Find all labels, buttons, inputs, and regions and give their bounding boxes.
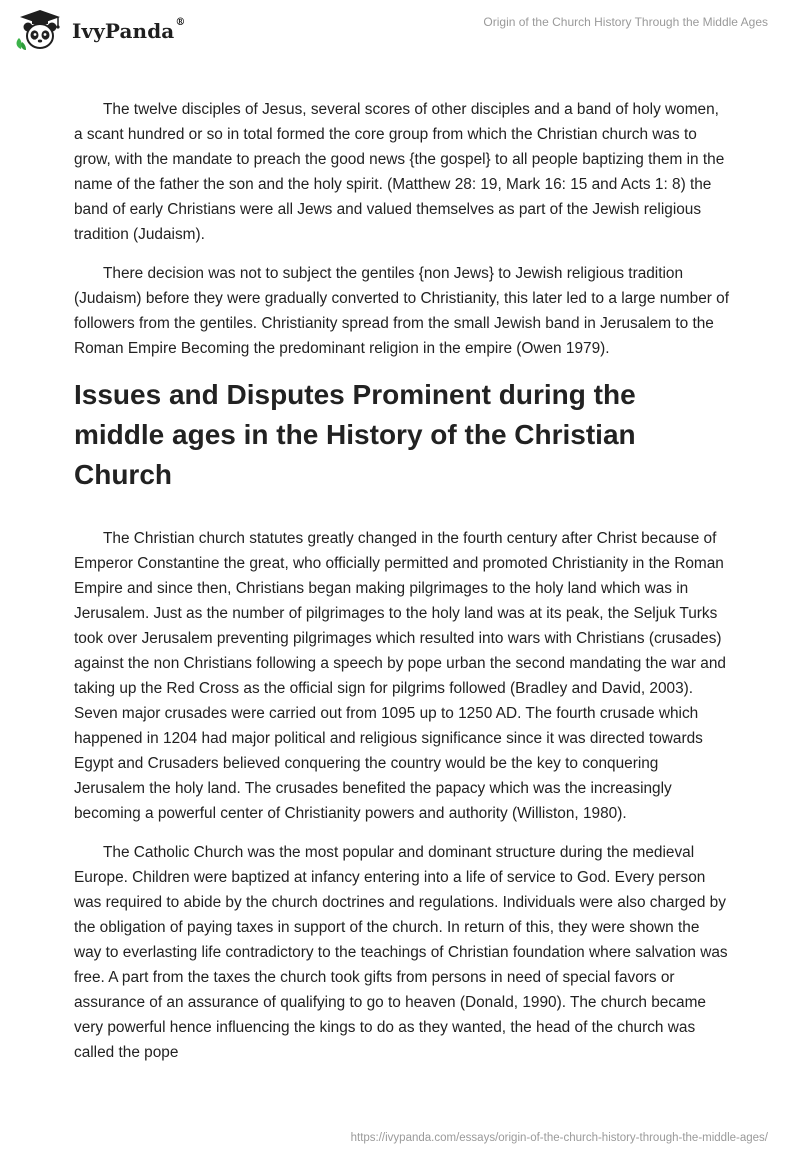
- article-body: [74, 97, 729, 1079]
- section-heading: Issues and Disputes Prominent during the middle ages in the History of the Christian Church: [74, 379, 636, 490]
- paragraph: The Catholic Church was the most popular and dominant structure during the medieval Europe. Children were baptized at infancy entering into a life of service to God. Every person was required to abide by the church doctrines and regulations. Individuals were also charged by the obligation of paying taxes in support of the church. In return of this, they were shown the way to everlasting life contradictory to the teachings of Christian foundation where salvation was free. A part from the taxes the church took gifts from persons in need of special favors or assurance of an assurance of qualifying to go to heaven (Donald, 1990). The church became very powerful hence influencing the kings to do as they wanted, the head of the church was called the pope: [74, 844, 728, 1061]
- registered-mark: ®: [175, 17, 186, 28]
- brand-name: IvyPanda®: [72, 17, 186, 43]
- page-header: [0, 0, 800, 56]
- ivypanda-logo[interactable]: [14, 8, 185, 52]
- source-url[interactable]: https://ivypanda.com/essays/origin-of-the-church-history-through-the-middle-ages/: [350, 1132, 768, 1144]
- document-title: Origin of the Church History Through the Middle Ages: [483, 15, 768, 29]
- paragraph: There decision was not to subject the gentiles {non Jews} to Jewish religious tradition (Judaism) before they were gradually converted to Christianity, this later led to a large number of followers from the gentiles. Christianity spread from the small Jewish band in Jerusalem to the Roman Empire Becoming the predominant religion in the empire (Owen 1979).: [74, 265, 729, 357]
- paragraph: The twelve disciples of Jesus, several scores of other disciples and a band of holy women, a scant hundred or so in total formed the core group from which the Christian church was to grow, with the mandate to preach the good news {the gospel} to all people baptizing them in the name of the father the son and the holy spirit. (Matthew 28: 19, Mark 16: 15 and Acts 1: 8) the band of early Christians were all Jews and valued themselves as part of the Jewish religious tradition (Judaism).: [74, 101, 725, 243]
- panda-graduation-cap-icon: [14, 8, 66, 52]
- paragraph: The Christian church statutes greatly changed in the fourth century after Christ because of Emperor Constantine the great, who officially permitted and promoted Christianity in the Roman Empire and since then, Christians began making pilgrimages to the holy land which was in Jerusalem. Just as the number of pilgrimages to the holy land was at its peak, the Seljuk Turks took over Jerusalem preventing pilgrimages which resulted into wars with Christians (crusades) against the non Christians following a speech by pope urban the second mandating the war and taking up the Red Cross as the official sign for pilgrims followed (Bradley and David, 2003). Seven major crusades were carried out from 1095 up to 1250 AD. The fourth crusade which happened in 1204 had major political and religious significance since it was directed towards Egypt and Crusaders believed conquering the country would be the key to conquering Jerusalem the holy land. The crusades benefited the papacy which was the increasingly becoming a powerful center of Christianity powers and authority (Williston, 1980).: [74, 530, 726, 822]
